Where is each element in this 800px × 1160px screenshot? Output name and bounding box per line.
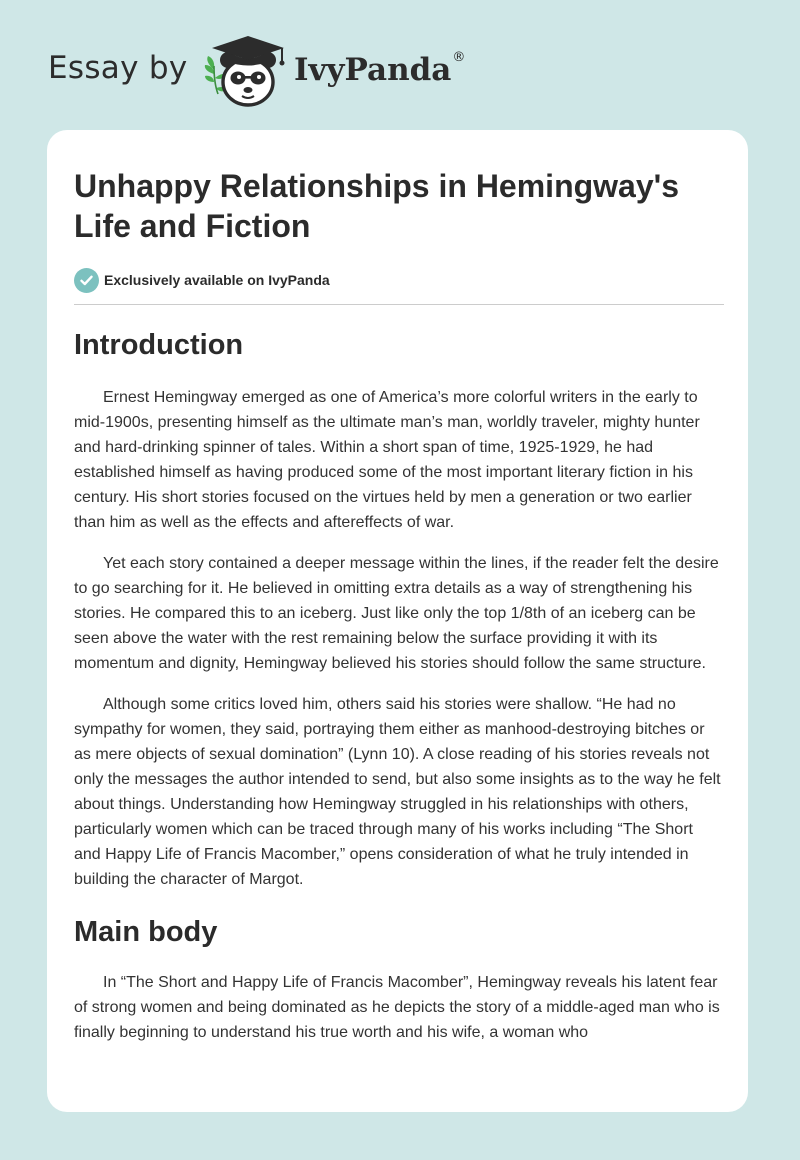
paragraph: Ernest Hemingway emerged as one of America’s more colorful writers in the early to mid-1900s, presenting himself as the ultimate man’s man, worldly traveler, mighty hunter and hard-drinking spinner of tales. Within a short span of time, 1925-1929, he had established himself as having produced some of the most important literary fiction in his century. His short stories focused on the virtues held by men a generation or two earlier than him as well as the effects and aftereffects of war. [74,389,700,531]
paragraph: In “The Short and Happy Life of Francis Macomber”, Hemingway reveals his latent fear of strong women and being dominated as he depicts the story of a middle-aged man who is finally beginning to understand his true worth and his wife, a woman who [74,974,720,1041]
paragraph: Yet each story contained a deeper message within the lines, if the reader felt the desire to go searching for it. He believed in omitting extra details as a way of strengthening his stories. He compared this to an iceberg. Just like only the top 1/8th of an iceberg can be seen above the water with the rest remaining below the surface providing it with its momentum and dignity, Hemingway believed his stories should follow the same structure. [74,555,719,672]
essay-content [74,166,724,1045]
page-title: Unhappy Relationships in Hemingway's Life and Fiction [74,168,680,244]
paragraph: Although some critics loved him, others said his stories were shallow. “He had no sympathy for women, they said, portraying them either as manhood-destroying bitches or as mere objects of sexual domination” (Lynn 10). A close reading of his stories reveals not only the messages the author intended to send, but also some insights as to the way he felt about things. Understanding how Hemingway struggled in his relationships with others, particularly women which can be traced through many of his works including “The Short and Happy Life of Francis Macomber,” opens consideration of what he truly intended in building the character of Margot. [74,696,721,888]
essay-card [47,130,748,1112]
panda-graduation-cap-icon [202,30,292,110]
brand-name: IvyPanda® [294,49,466,88]
check-icon [74,268,99,293]
registered-mark: ® [452,49,466,65]
divider [74,304,724,305]
exclusive-badge [74,267,724,293]
ivypanda-logo-icon [202,30,292,110]
site-header [48,30,488,110]
section-heading-introduction: Introduction [74,329,244,361]
section-heading-main-body: Main body [74,916,218,948]
essay-by-label: Essay by [48,50,188,86]
exclusive-label: Exclusively available on IvyPanda [104,272,330,288]
